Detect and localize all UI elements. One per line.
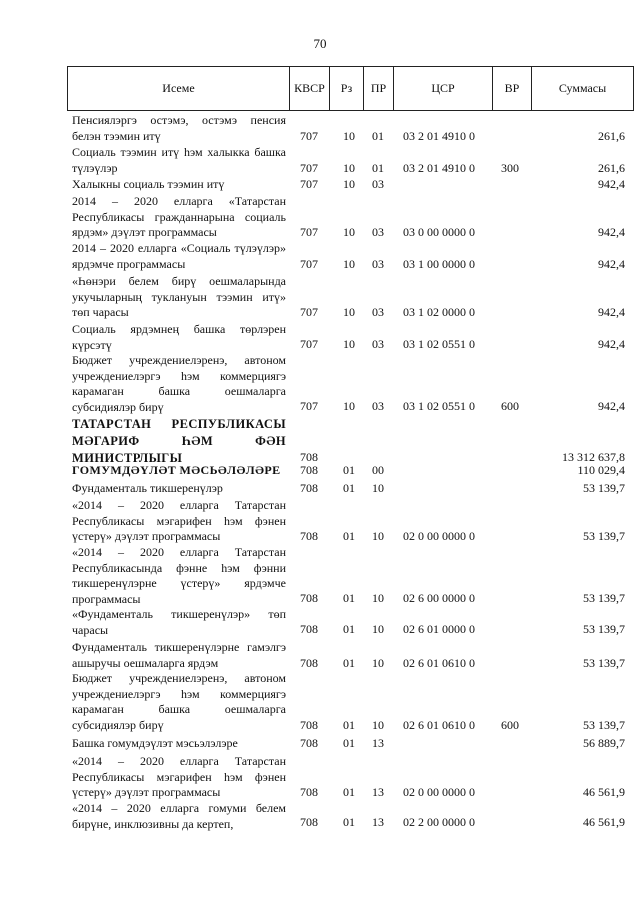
row-rz: 10 [343,399,355,413]
row-csr: 03 1 00 0000 0 [403,257,475,271]
row-name: «2014 – 2020 елларга гомуми белем бирүне, инклюзивны да кертеп, [72,801,286,831]
row-sum: 261,6 [598,161,625,175]
row-kvsr: 708 [300,481,318,495]
row-csr: 03 1 02 0551 0 [403,337,475,351]
row-kvsr: 707 [300,161,318,175]
row-sum: 942,4 [598,225,625,239]
row-kvsr: 708 [300,718,318,732]
row-kvsr: 707 [300,257,318,271]
row-csr: 02 0 00 0000 0 [403,785,475,799]
row-pr: 10 [372,591,384,605]
row-name: «2014 – 2020 елларга Татарстан Республикасында фэнне һэм фэнни тикшеренүлэрне үстерү» ярдэмче программасы [72,545,286,606]
row-name: ТАТАРСТАН РЕСПУБЛИКАСЫ МӘГАРИФ ҺӘМ ФӘН МИНИСТРЛЫГЫ [72,417,286,465]
row-kvsr: 708 [300,785,318,799]
row-csr: 02 2 00 0000 0 [403,815,475,829]
row-pr: 10 [372,718,384,732]
row-rz: 10 [343,161,355,175]
row-kvsr: 708 [300,529,318,543]
row-name: «Фундаменталь тикшеренүлэр» төп чарасы [72,607,286,637]
row-rz: 01 [343,481,355,495]
row-pr: 03 [372,305,384,319]
row-kvsr: 708 [300,736,318,750]
row-name: Пенсиялэргэ остэмэ, остэмэ пенсия белэн тээмин итү [72,113,286,143]
row-kvsr: 708 [300,591,318,605]
row-rz: 01 [343,656,355,670]
row-kvsr: 707 [300,305,318,319]
row-name: Социаль тээмин итү һэм халыкка башка түлэүлэр [72,145,286,175]
row-sum: 942,4 [598,257,625,271]
row-csr: 03 1 02 0551 0 [403,399,475,413]
row-rz: 01 [343,529,355,543]
row-pr: 03 [372,337,384,351]
row-sum: 53 139,7 [583,718,625,732]
row-csr: 03 1 02 0000 0 [403,305,475,319]
row-csr: 02 6 01 0610 0 [403,656,475,670]
row-csr: 03 0 00 0000 0 [403,225,475,239]
row-name: «Һөнэри белем бирү оешмаларында укучыларның туклануын тээмин итү» төп чарасы [72,274,286,320]
page-number: 70 [313,36,327,51]
row-pr: 01 [372,161,384,175]
row-sum: 942,4 [598,305,625,319]
header-pr: ПР [364,67,394,110]
row-sum: 53 139,7 [583,481,625,495]
row-pr: 01 [372,129,384,143]
row-sum: 56 889,7 [583,736,625,750]
row-name: Бюджет учреждениелэренэ, автоном учреждениелэргэ һэм коммерциягэ карамаган башка оешмаларга субсидиялэр бирү [72,671,286,732]
row-rz: 01 [343,622,355,636]
row-sum: 46 561,9 [583,785,625,799]
row-pr: 00 [372,463,384,477]
row-kvsr: 707 [300,225,318,239]
row-sum: 53 139,7 [583,656,625,670]
row-name: 2014 – 2020 елларга «Социаль түлэүлэр» ярдэмче программасы [72,241,286,271]
row-sum: 261,6 [598,129,625,143]
row-name: Социаль ярдэмнең башка төрлэрен күрсэтү [72,322,286,352]
row-sum: 53 139,7 [583,529,625,543]
row-csr: 02 6 01 0000 0 [403,622,475,636]
row-rz: 01 [343,718,355,732]
row-rz: 10 [343,337,355,351]
row-pr: 10 [372,622,384,636]
row-sum: 13 312 637,8 [562,450,625,464]
row-vr: 600 [501,399,519,413]
header-vr: ВР [493,67,532,110]
header-rz: Рз [330,67,364,110]
row-sum: 53 139,7 [583,591,625,605]
row-csr: 03 2 01 4910 0 [403,161,475,175]
row-kvsr: 708 [300,656,318,670]
row-sum: 942,4 [598,177,625,191]
row-rz: 01 [343,463,355,477]
row-kvsr: 708 [300,450,318,464]
row-sum: 942,4 [598,337,625,351]
table-header [67,66,634,111]
row-kvsr: 707 [300,129,318,143]
row-kvsr: 707 [300,177,318,191]
row-kvsr: 708 [300,815,318,829]
row-sum: 942,4 [598,399,625,413]
row-name: ГОМУМДӘҮЛӘТ МӘСЬӘЛӘЛӘРЕ [72,463,281,477]
row-name: Бюджет учреждениелэренэ, автоном учреждениелэргэ һэм коммерциягэ карамаган башка оешмаларга субсидиялэр бирү [72,353,286,414]
row-name: Фундаменталь тикшеренүлэрне гамэлгэ ашыручы оешмаларга ярдэм [72,640,286,670]
row-pr: 10 [372,529,384,543]
row-rz: 10 [343,225,355,239]
row-name: 2014 – 2020 елларга «Татарстан Республикасы гражданнарына социаль ярдэм» дэүлэт программасы [72,194,286,240]
row-pr: 10 [372,656,384,670]
row-rz: 01 [343,815,355,829]
row-rz: 10 [343,129,355,143]
header-sum: Суммасы [558,81,607,95]
row-name: Фундаменталь тикшеренүлэр [72,481,223,495]
header-name: Исеме [68,67,290,110]
row-csr: 02 6 01 0610 0 [403,718,475,732]
row-sum: 53 139,7 [583,622,625,636]
row-rz: 10 [343,305,355,319]
row-name: «2014 – 2020 елларга Татарстан Республикасы мэгарифен һэм фэнен үстерү» дэүлэт программасы [72,754,286,800]
row-kvsr: 708 [300,463,318,477]
row-pr: 03 [372,257,384,271]
header-kvsr: КВСР [290,67,330,110]
row-pr: 13 [372,785,384,799]
row-pr: 13 [372,736,384,750]
row-vr: 300 [501,161,519,175]
row-rz: 01 [343,591,355,605]
row-vr: 600 [501,718,519,732]
row-csr: 02 6 00 0000 0 [403,591,475,605]
row-pr: 10 [372,481,384,495]
row-pr: 13 [372,815,384,829]
row-name: Халыкны социаль тээмин итү [72,177,225,191]
row-kvsr: 708 [300,622,318,636]
row-pr: 03 [372,399,384,413]
row-kvsr: 707 [300,337,318,351]
row-rz: 10 [343,257,355,271]
row-kvsr: 707 [300,399,318,413]
row-pr: 03 [372,177,384,191]
row-csr: 03 2 01 4910 0 [403,129,475,143]
row-rz: 10 [343,177,355,191]
row-csr: 02 0 00 0000 0 [403,529,475,543]
row-name: «2014 – 2020 елларга Татарстан Республикасы мэгарифен һэм фэнен үстерү» дэүлэт программасы [72,498,286,544]
row-pr: 03 [372,225,384,239]
header-csr: ЦСР [394,67,493,110]
row-sum: 46 561,9 [583,815,625,829]
row-sum: 110 029,4 [577,463,625,477]
row-name: Башка гомумдэүлэт мэсьэлэлэре [72,736,238,750]
row-rz: 01 [343,736,355,750]
row-rz: 01 [343,785,355,799]
